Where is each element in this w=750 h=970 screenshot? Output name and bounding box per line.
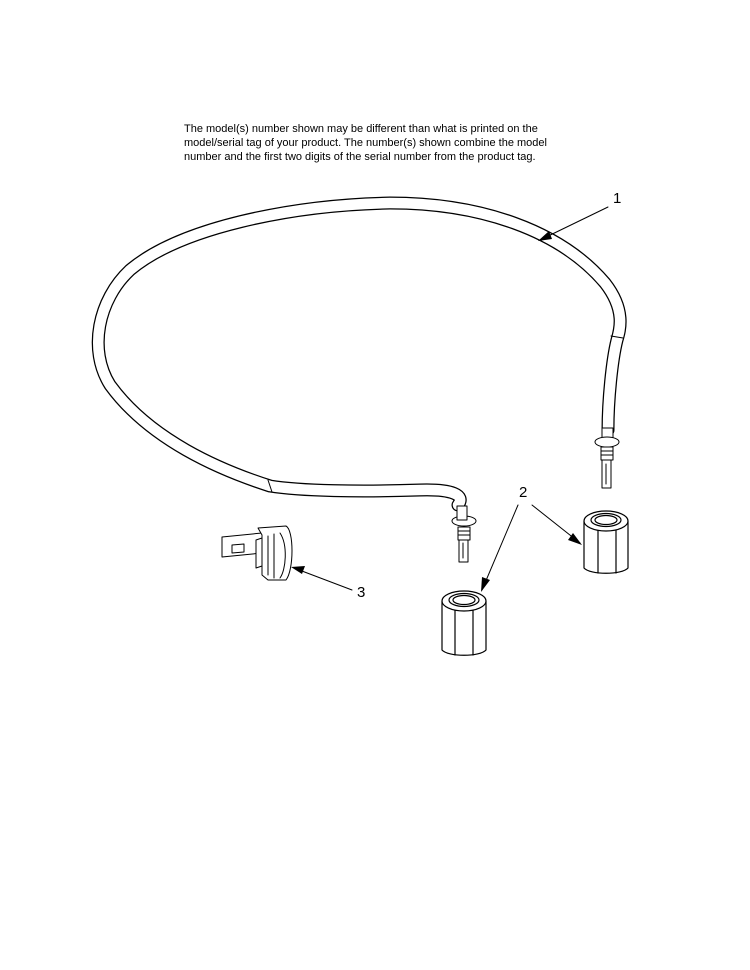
heating-element xyxy=(98,203,623,505)
arrowheads xyxy=(291,231,582,592)
note-line-2: model/serial tag of your product. The number(s) shown combine the model xyxy=(184,137,547,149)
callout-2: 2 xyxy=(519,484,528,501)
note-line-3: number and the first two digits of the serial number from the product tag. xyxy=(184,151,536,163)
mounting-clip xyxy=(222,526,292,580)
leader-lines xyxy=(294,207,608,590)
right-terminal xyxy=(595,428,619,488)
left-terminal xyxy=(452,506,476,562)
note-line-1: The model(s) number shown may be different than what is printed on the xyxy=(184,123,538,135)
callout-3: 3 xyxy=(357,584,366,601)
hex-nut-left xyxy=(442,591,486,655)
callout-1: 1 xyxy=(613,190,622,207)
hex-nut-right xyxy=(584,511,628,573)
